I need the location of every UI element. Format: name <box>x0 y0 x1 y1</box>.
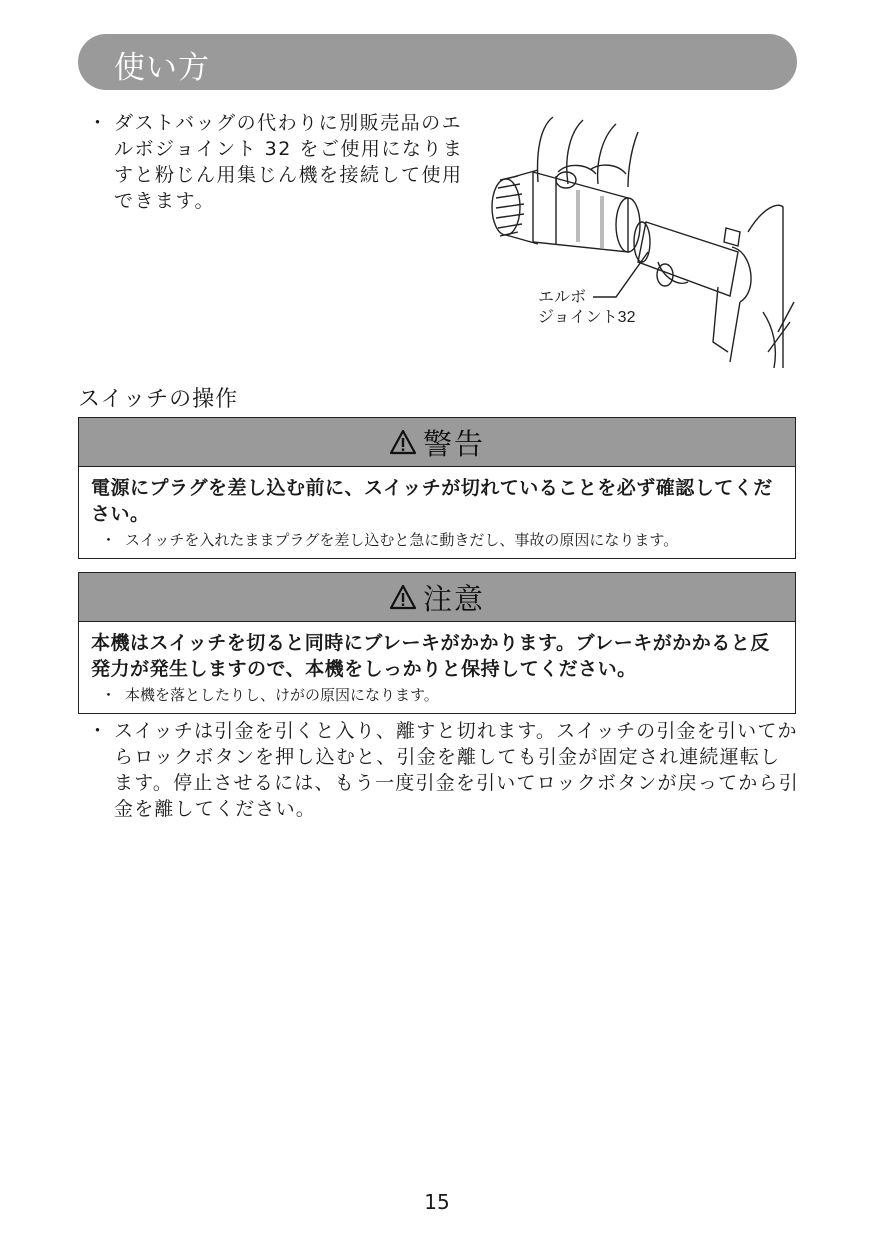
caution-sub-text: 本機を落としたりし、けがの原因になります。 <box>125 686 439 704</box>
intro-paragraph <box>88 110 468 214</box>
caution-triangle-icon <box>389 584 417 610</box>
warning-main-text: 電源にプラグを差し込む前に、スイッチが切れていることを必ず確認してください。 <box>91 477 773 525</box>
section-heading: スイッチの操作 <box>78 387 239 412</box>
illustration-label-line2: ジョイント32 <box>538 309 636 326</box>
caution-main-text: 本機はスイッチを切ると同時にブレーキがかかります。ブレーキがかかると反発力が発生しますので、本機をしっかりと保持してください。 <box>91 632 770 680</box>
bullet-dot: ・ <box>101 686 117 704</box>
bullet-dot: ・ <box>101 531 117 549</box>
warning-sub-text: スイッチを入れたままプラグを差し込むと急に動きだし、事故の原因になります。 <box>125 531 679 549</box>
bullet-dot: ・ <box>88 720 109 742</box>
warning-title: 警告 <box>422 426 485 461</box>
caution-header <box>79 573 795 622</box>
warning-header <box>79 418 795 467</box>
usage-paragraph <box>88 718 800 822</box>
bullet-dot: ・ <box>88 112 109 134</box>
usage-text: スイッチは引金を引くと入り、離すと切れます。スイッチの引金を引いてからロックボタンを押し込むと、引金を離しても引金が固定され連続運転します。停止させるには、もう一度引金を引いてロックボタンが戻ってから引金を離してください。 <box>114 720 799 820</box>
warning-box <box>78 417 796 559</box>
caution-title: 注意 <box>422 581 485 616</box>
intro-text: ダストバッグの代わりに別販売品のエルボジョイント 32 をご使用になりますと粉じん用集じん機を接続して使用できます。 <box>114 112 464 212</box>
caution-box <box>78 572 796 714</box>
page-title: 使い方 <box>114 50 210 86</box>
page-title-bar <box>78 34 797 90</box>
illustration-label-line1: エルボ <box>538 289 587 306</box>
warning-triangle-icon <box>389 429 417 455</box>
page-number: 15 <box>424 1190 450 1214</box>
elbow-joint-illustration <box>478 112 798 368</box>
